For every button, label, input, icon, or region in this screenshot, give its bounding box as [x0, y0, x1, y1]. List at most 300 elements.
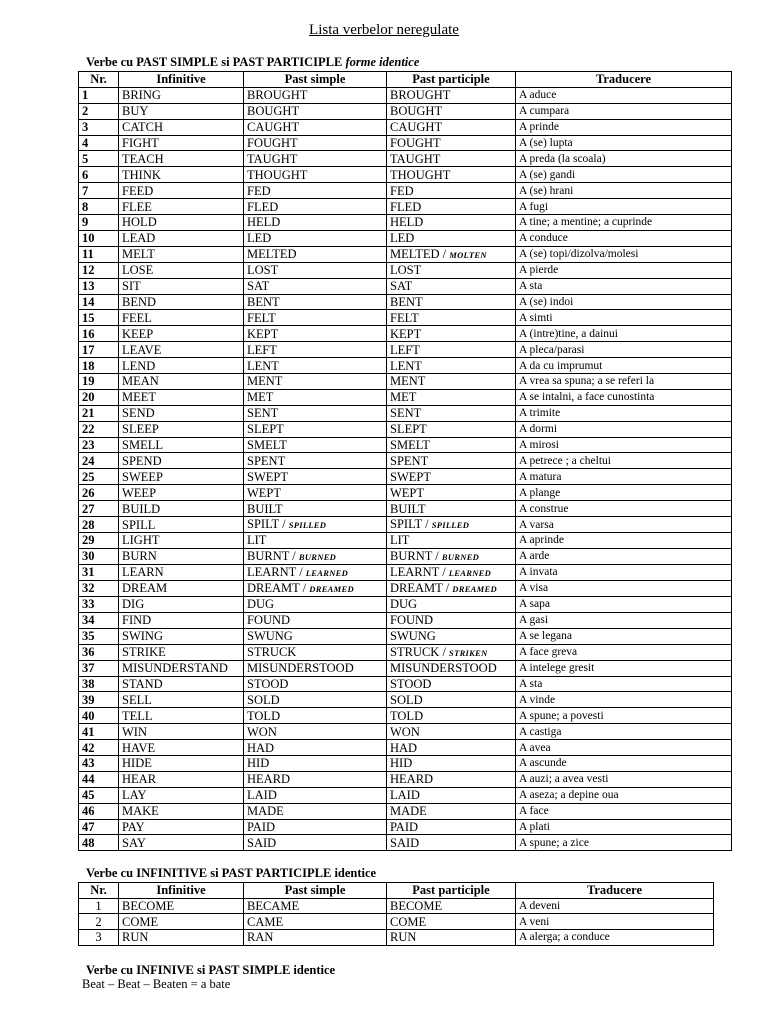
table-row [79, 930, 714, 946]
translation-cell: A conduce [516, 230, 732, 246]
past-simple-cell [244, 708, 387, 724]
alt-form: LEARNED [448, 567, 492, 578]
infinitive-cell: STRIKE [119, 644, 244, 660]
infinitive-cell: LEAVE [119, 342, 244, 358]
cell-text: WON [247, 724, 277, 739]
row-number: 14 [79, 294, 119, 310]
past-participle-cell [387, 755, 516, 771]
section2-heading: Verbe cu INFINITIVE si PAST PARTICIPLE identice [86, 866, 377, 880]
cell-text: LIT [247, 533, 267, 548]
table-row [79, 437, 732, 453]
infinitive-cell: LEARN [119, 564, 244, 580]
cell-text: BUILT [247, 501, 283, 516]
cell-text: SAT [390, 279, 413, 294]
past-participle-cell [387, 326, 516, 342]
translation-cell: A deveni [516, 898, 714, 914]
past-participle-cell [387, 437, 516, 453]
infinitive-cell: SPEND [119, 453, 244, 469]
cell-text: FED [390, 183, 414, 198]
table-row [79, 803, 732, 819]
cell-text: MISUNDERSTOOD [247, 661, 354, 676]
cell-text: SOLD [247, 692, 280, 707]
table-row [79, 708, 732, 724]
infinitive-cell: FEED [119, 183, 244, 199]
infinitive-cell: WIN [119, 724, 244, 740]
past-simple-cell [244, 405, 387, 421]
translation-cell: A veni [516, 914, 714, 930]
table-row [79, 405, 732, 421]
past-participle-cell [387, 501, 516, 517]
past-simple-cell [244, 389, 387, 405]
table-row [79, 119, 732, 135]
cell-text: FLED [390, 199, 422, 214]
table-row [79, 183, 732, 199]
translation-cell: A fugi [516, 199, 732, 215]
infinitive-participle-table [78, 882, 714, 946]
cell-text: FELT [390, 310, 419, 325]
row-number: 25 [79, 469, 119, 485]
infinitive-cell: MAKE [119, 803, 244, 819]
table-row [79, 533, 732, 549]
cell-text: FOUGHT [247, 136, 298, 150]
past-participle-cell [387, 167, 516, 183]
past-participle-cell [387, 596, 516, 612]
row-number: 3 [79, 119, 119, 135]
row-number: 48 [79, 835, 119, 851]
cell-text: SAID [247, 835, 277, 850]
cell-text: BECAME [247, 899, 300, 914]
translation-cell: A prinde [516, 119, 732, 135]
header-past-simple: Past simple [244, 72, 387, 88]
table-row [79, 485, 732, 501]
past-participle-cell [387, 119, 516, 135]
past-participle-cell [387, 580, 516, 596]
infinitive-cell: FIND [119, 612, 244, 628]
past-participle-cell [387, 676, 516, 692]
past-participle-cell [387, 246, 516, 262]
translation-cell: A plange [516, 485, 732, 501]
past-simple-cell [244, 326, 387, 342]
infinitive-cell: TELL [119, 708, 244, 724]
cell-text: PAID [390, 819, 419, 834]
past-participle-cell [387, 803, 516, 819]
cell-text: SWUNG [390, 629, 436, 644]
translation-cell: A vinde [516, 692, 732, 708]
translation-cell: A da cu imprumut [516, 358, 732, 374]
past-participle-cell [387, 278, 516, 294]
header-nr: Nr. [79, 72, 119, 88]
alt-form: BURNED [298, 551, 337, 562]
cell-text: KEPT [247, 326, 279, 341]
past-simple-cell [244, 135, 387, 151]
past-simple-cell [244, 358, 387, 374]
row-number: 18 [79, 358, 119, 374]
cell-text: BENT [247, 295, 280, 310]
infinitive-cell: LOSE [119, 262, 244, 278]
infinitive-cell: THINK [119, 167, 244, 183]
row-number: 1 [79, 898, 119, 914]
cell-text: SAT [247, 279, 270, 294]
past-simple-cell [244, 469, 387, 485]
table-row [79, 644, 732, 660]
past-simple-cell [244, 501, 387, 517]
translation-cell: A intelege gresit [516, 660, 732, 676]
translation-cell: A pierde [516, 262, 732, 278]
table-row [79, 151, 732, 167]
table-row [79, 612, 732, 628]
translation-cell: A invata [516, 564, 732, 580]
cell-text: TOLD [247, 708, 281, 723]
past-participle-cell [387, 533, 516, 549]
infinitive-cell: SPILL [119, 517, 244, 533]
row-number: 6 [79, 167, 119, 183]
row-number: 46 [79, 803, 119, 819]
past-participle-cell [387, 485, 516, 501]
translation-cell: A alerga; a conduce [516, 930, 714, 946]
past-participle-cell [387, 135, 516, 151]
table-row [79, 278, 732, 294]
past-participle-cell [387, 517, 516, 533]
past-simple-cell [244, 787, 387, 803]
translation-cell: A vrea sa spuna; a se referi la [516, 374, 732, 390]
cell-text: MADE [390, 804, 427, 819]
cell-text: MISUNDERSTOOD [390, 661, 497, 676]
past-participle-cell [387, 151, 516, 167]
cell-text: MET [390, 390, 417, 405]
cell-text: THOUGHT [390, 167, 451, 182]
past-simple-cell [244, 278, 387, 294]
translation-cell: A (se) indoi [516, 294, 732, 310]
infinitive-cell: TEACH [119, 151, 244, 167]
translation-cell: A petrece ; a cheltui [516, 453, 732, 469]
cell-text: THOUGHT [247, 167, 308, 182]
past-simple-cell [244, 580, 387, 596]
section3-heading: Verbe cu INFINIVE si PAST SIMPLE identice [86, 963, 336, 977]
cell-text: SPENT [247, 453, 286, 468]
cell-text: STOOD [390, 676, 432, 691]
past-simple-cell [244, 548, 387, 564]
past-participle-cell [387, 692, 516, 708]
row-number: 12 [79, 262, 119, 278]
alt-form: MOLTEN [449, 249, 487, 260]
table-row [79, 167, 732, 183]
infinitive-cell: SWING [119, 628, 244, 644]
irregular-verbs-table [78, 71, 732, 851]
cell-text: KEPT [390, 326, 422, 341]
cell-text: WON [390, 724, 420, 739]
cell-text: LAID [390, 788, 420, 803]
table-row [79, 326, 732, 342]
header-infinitive: Infinitive [119, 72, 244, 88]
table-row [79, 374, 732, 390]
cell-text: FOUND [390, 613, 434, 628]
table-row [79, 135, 732, 151]
past-participle-cell [387, 548, 516, 564]
past-participle-cell [387, 819, 516, 835]
past-simple-cell [244, 215, 387, 231]
row-number: 11 [79, 246, 119, 262]
row-number: 2 [79, 914, 119, 930]
row-number: 29 [79, 533, 119, 549]
table-row [79, 564, 732, 580]
cell-text: FOUGHT [390, 136, 441, 150]
past-simple-cell [244, 835, 387, 851]
infinitive-cell: HAVE [119, 740, 244, 756]
past-simple-cell [244, 183, 387, 199]
table-header-row [79, 883, 714, 899]
row-number: 30 [79, 548, 119, 564]
past-participle-cell [387, 103, 516, 119]
row-number: 4 [79, 135, 119, 151]
past-simple-cell [244, 517, 387, 533]
past-simple-cell [244, 119, 387, 135]
infinitive-cell: FEEL [119, 310, 244, 326]
cell-text: MELTED / [390, 246, 450, 261]
translation-cell: A plati [516, 819, 732, 835]
infinitive-cell: DIG [119, 596, 244, 612]
cell-text: LIT [390, 533, 410, 548]
cell-text: SWEPT [247, 469, 288, 484]
infinitive-cell: RUN [119, 930, 244, 946]
table-row [79, 580, 732, 596]
past-participle-cell [387, 215, 516, 231]
translation-cell: A cumpara [516, 103, 732, 119]
cell-text: WEPT [247, 485, 282, 500]
past-simple-cell [244, 103, 387, 119]
alt-form: SPILLED [288, 520, 327, 531]
infinitive-cell: WEEP [119, 485, 244, 501]
row-number: 47 [79, 819, 119, 835]
infinitive-cell: KEEP [119, 326, 244, 342]
cell-text: HID [247, 756, 270, 771]
table-row [79, 724, 732, 740]
table-row [79, 692, 732, 708]
infinitive-cell: STAND [119, 676, 244, 692]
header-translation: Traducere [516, 883, 714, 899]
translation-cell: A avea [516, 740, 732, 756]
past-participle-cell [387, 310, 516, 326]
past-participle-cell [387, 469, 516, 485]
cell-text: LEARNT / [247, 564, 306, 579]
past-participle-cell [387, 771, 516, 787]
row-number: 15 [79, 310, 119, 326]
past-participle-cell [387, 183, 516, 199]
infinitive-cell: SIT [119, 278, 244, 294]
past-simple-cell [244, 262, 387, 278]
table-row [79, 310, 732, 326]
past-simple-cell [244, 803, 387, 819]
cell-text: BECOME [390, 899, 443, 914]
translation-cell: A ascunde [516, 755, 732, 771]
past-simple-cell [244, 564, 387, 580]
header-past-participle: Past participle [387, 72, 516, 88]
cell-text: SPILT / [247, 517, 289, 532]
cell-text: FLED [247, 199, 279, 214]
past-participle-cell [387, 87, 516, 103]
cell-text: MADE [247, 804, 284, 819]
cell-text: LED [390, 231, 415, 246]
alt-form: LEARNED [305, 567, 349, 578]
past-participle-cell [387, 898, 516, 914]
past-simple-cell [244, 930, 387, 946]
cell-text: LEARNT / [390, 564, 449, 579]
cell-text: HID [390, 756, 413, 771]
table-row [79, 835, 732, 851]
table-row [79, 914, 714, 930]
infinitive-cell: SEND [119, 405, 244, 421]
table-row [79, 103, 732, 119]
translation-cell: A aseza; a depine oua [516, 787, 732, 803]
translation-cell: A (se) gandi [516, 167, 732, 183]
table-body [79, 87, 732, 850]
row-number: 43 [79, 755, 119, 771]
table-row [79, 898, 714, 914]
cell-text: DREAMT / [390, 580, 453, 595]
translation-cell: A matura [516, 469, 732, 485]
table-row [79, 501, 732, 517]
header-translation: Traducere [516, 72, 732, 88]
translation-cell: A tine; a mentine; a cuprinde [516, 215, 732, 231]
row-number: 20 [79, 389, 119, 405]
past-simple-cell [244, 628, 387, 644]
cell-text: LEFT [247, 342, 277, 357]
infinitive-cell: HOLD [119, 215, 244, 231]
cell-text: BUILT [390, 501, 426, 516]
past-simple-cell [244, 437, 387, 453]
table-row [79, 453, 732, 469]
header-nr: Nr. [79, 883, 119, 899]
cell-text: SPENT [390, 453, 429, 468]
cell-text: TAUGHT [390, 151, 441, 166]
past-simple-cell [244, 294, 387, 310]
cell-text: LOST [247, 263, 279, 278]
translation-cell: A spune; a povesti [516, 708, 732, 724]
header-past-participle: Past participle [387, 883, 516, 899]
row-number: 32 [79, 580, 119, 596]
row-number: 40 [79, 708, 119, 724]
translation-cell: A castiga [516, 724, 732, 740]
row-number: 42 [79, 740, 119, 756]
cell-text: LEFT [390, 342, 420, 357]
cell-text: SOLD [390, 692, 423, 707]
infinitive-cell: FLEE [119, 199, 244, 215]
translation-cell: A face [516, 803, 732, 819]
cell-text: BOUGHT [390, 104, 443, 119]
past-simple-cell [244, 199, 387, 215]
cell-text: COME [390, 914, 427, 929]
infinitive-cell: LEND [119, 358, 244, 374]
cell-text: LENT [247, 358, 279, 373]
cell-text: MENT [390, 374, 426, 389]
past-simple-cell [244, 724, 387, 740]
row-number: 3 [79, 930, 119, 946]
cell-text: DUG [247, 597, 275, 612]
translation-cell: A varsa [516, 517, 732, 533]
section3-note: Beat – Beat – Beaten = a bate [82, 977, 231, 991]
past-simple-cell [244, 660, 387, 676]
translation-cell: A (se) lupta [516, 135, 732, 151]
infinitive-cell: BUY [119, 103, 244, 119]
table-row [79, 517, 732, 533]
past-participle-cell [387, 835, 516, 851]
past-participle-cell [387, 930, 516, 946]
table-row [79, 246, 732, 262]
table-row [79, 215, 732, 231]
infinitive-cell: SWEEP [119, 469, 244, 485]
past-simple-cell [244, 342, 387, 358]
past-participle-cell [387, 389, 516, 405]
cell-text: LOST [390, 263, 422, 278]
translation-cell: A sta [516, 278, 732, 294]
past-participle-cell [387, 644, 516, 660]
cell-text: TOLD [390, 708, 424, 723]
row-number: 22 [79, 421, 119, 437]
translation-cell: A mirosi [516, 437, 732, 453]
table-row [79, 469, 732, 485]
translation-cell: A preda (la scoala) [516, 151, 732, 167]
past-participle-cell [387, 294, 516, 310]
past-simple-cell [244, 755, 387, 771]
past-participle-cell [387, 914, 516, 930]
table-row [79, 771, 732, 787]
alt-form: BURNED [441, 551, 480, 562]
past-simple-cell [244, 374, 387, 390]
table-row [79, 421, 732, 437]
row-number: 37 [79, 660, 119, 676]
past-participle-cell [387, 660, 516, 676]
table-header-row [79, 72, 732, 88]
section1-heading-tail: forme identice [345, 55, 420, 69]
past-participle-cell [387, 199, 516, 215]
past-simple-cell [244, 151, 387, 167]
row-number: 2 [79, 103, 119, 119]
section1-heading [86, 55, 419, 70]
translation-cell: A construe [516, 501, 732, 517]
table-row [79, 199, 732, 215]
row-number: 41 [79, 724, 119, 740]
translation-cell: A (se) topi/dizolva/molesi [516, 246, 732, 262]
translation-cell: A sta [516, 676, 732, 692]
past-participle-cell [387, 358, 516, 374]
past-simple-cell [244, 167, 387, 183]
table-row [79, 740, 732, 756]
translation-cell: A se legana [516, 628, 732, 644]
past-participle-cell [387, 612, 516, 628]
past-participle-cell [387, 262, 516, 278]
row-number: 1 [79, 87, 119, 103]
past-simple-cell [244, 533, 387, 549]
table-row [79, 787, 732, 803]
cell-text: SWEPT [390, 469, 431, 484]
cell-text: HELD [390, 215, 424, 230]
cell-text: SWUNG [247, 629, 293, 644]
table-row [79, 262, 732, 278]
infinitive-cell: LAY [119, 787, 244, 803]
translation-cell: A aprinde [516, 533, 732, 549]
row-number: 33 [79, 596, 119, 612]
row-number: 38 [79, 676, 119, 692]
infinitive-cell: BUILD [119, 501, 244, 517]
infinitive-cell: MISUNDERSTAND [119, 660, 244, 676]
cell-text: HELD [247, 215, 281, 230]
cell-text: FED [247, 183, 271, 198]
cell-text: FELT [247, 310, 276, 325]
infinitive-cell: SMELL [119, 437, 244, 453]
cell-text: SLEPT [390, 422, 427, 437]
infinitive-cell: MEET [119, 389, 244, 405]
cell-text: LAID [247, 788, 277, 803]
past-participle-cell [387, 628, 516, 644]
